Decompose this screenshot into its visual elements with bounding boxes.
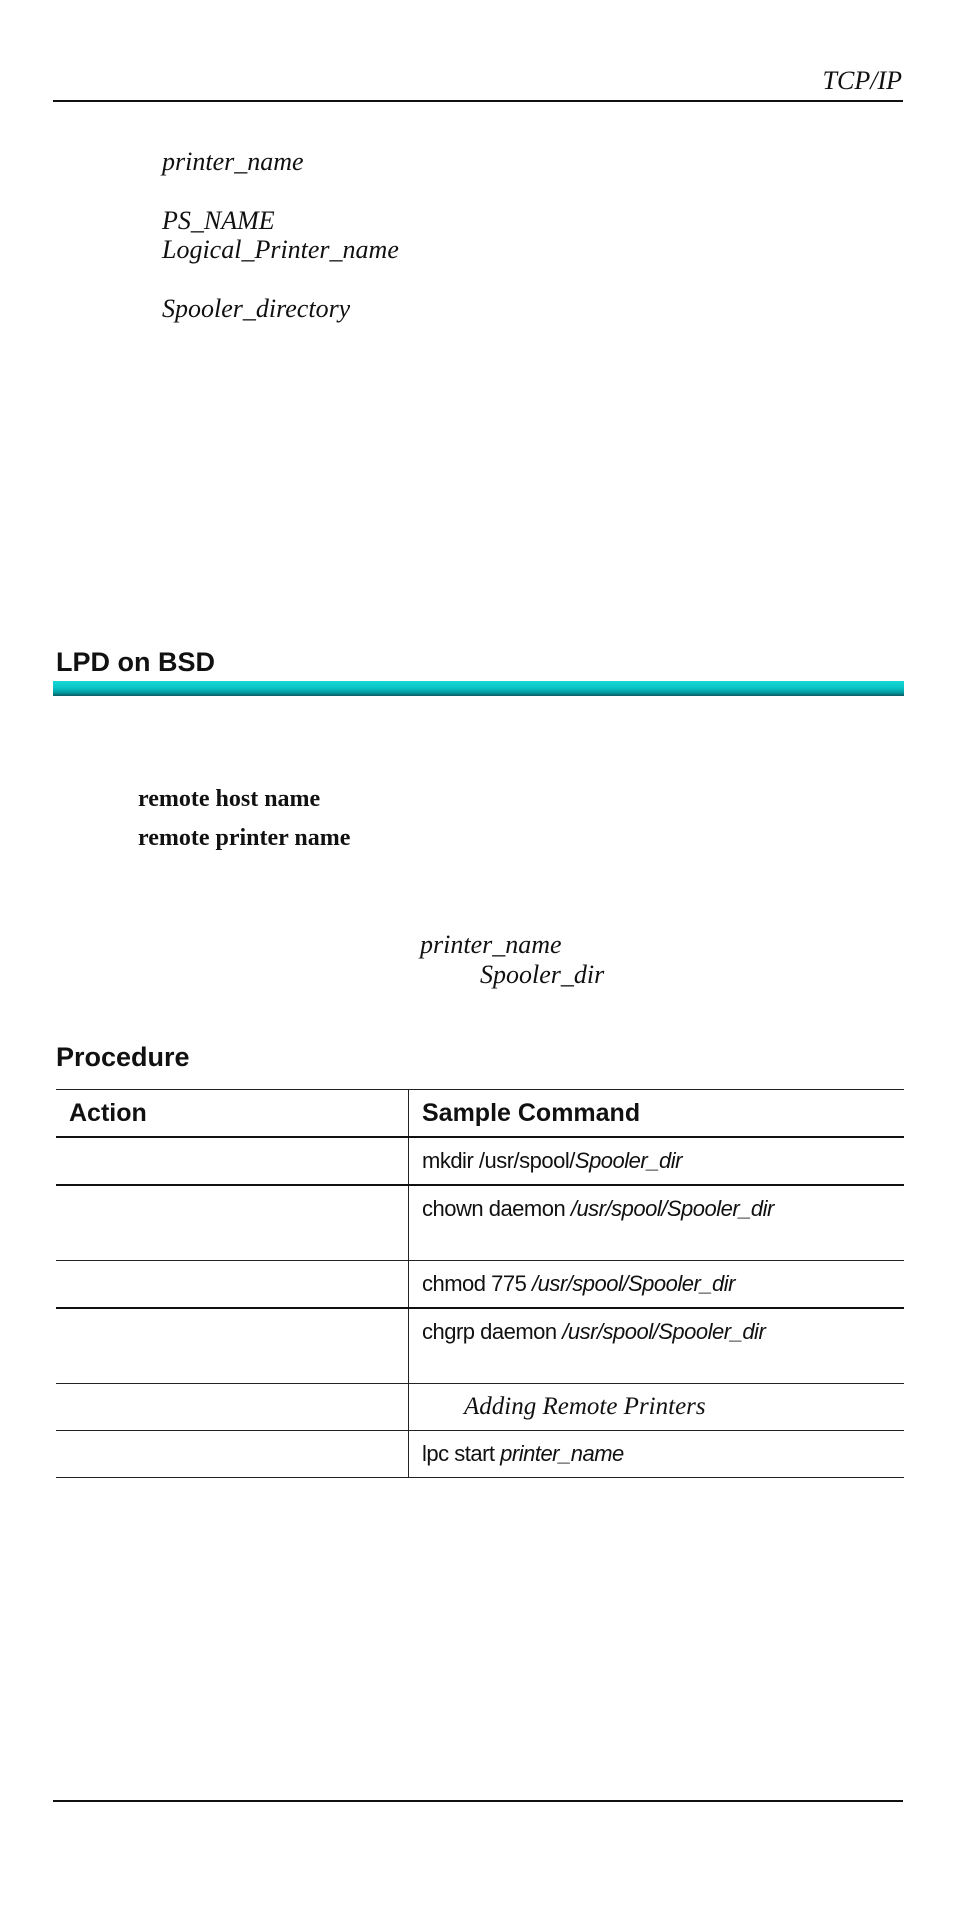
table-row <box>56 1431 904 1478</box>
section-spooler-dir: Spooler_dir <box>480 960 605 989</box>
command-text: chown daemon <box>422 1196 571 1221</box>
command-italic: /usr/spool/Spooler_dir <box>531 1271 735 1296</box>
procedure-table <box>56 1089 904 1478</box>
footer-rule <box>53 1800 903 1802</box>
action-cell <box>56 1431 409 1478</box>
column-header-action: Action <box>56 1090 409 1138</box>
action-cell <box>56 1261 409 1309</box>
action-cell <box>56 1308 409 1384</box>
action-cell <box>56 1137 409 1185</box>
table-row <box>56 1137 904 1185</box>
table-row <box>56 1308 904 1384</box>
column-header-sample-command: Sample Command <box>409 1090 905 1138</box>
command-caption: Adding Remote Printers <box>464 1393 706 1420</box>
command-text: lpc start <box>422 1441 501 1466</box>
command-italic: printer_name <box>500 1441 624 1466</box>
section-heading-bar <box>53 681 904 696</box>
command-cell <box>409 1261 905 1309</box>
remote-host-name-label: remote host name <box>138 786 321 812</box>
remote-printer-name-label: remote printer name <box>138 825 351 851</box>
command-cell <box>409 1431 905 1478</box>
param-spooler-directory: Spooler_directory <box>162 294 351 323</box>
command-text: chgrp daemon <box>422 1319 563 1344</box>
table-header-row <box>56 1090 904 1138</box>
procedure-heading: Procedure <box>56 1042 190 1072</box>
action-cell <box>56 1185 409 1261</box>
action-cell <box>56 1384 409 1431</box>
section-printer-name: printer_name <box>420 930 562 959</box>
page-header-title: TCP/IP <box>822 66 902 95</box>
command-cell <box>409 1308 905 1384</box>
command-italic: /usr/spool/Spooler_dir <box>570 1196 774 1221</box>
param-ps-name: PS_NAME <box>162 206 275 235</box>
command-text: mkdir /usr/spool/ <box>422 1148 575 1173</box>
table-row <box>56 1384 904 1431</box>
command-cell <box>409 1384 905 1431</box>
param-printer-name: printer_name <box>162 147 304 176</box>
header-rule <box>53 100 903 102</box>
table-row <box>56 1261 904 1309</box>
command-italic: Spooler_dir <box>574 1148 682 1173</box>
command-text: chmod 775 <box>422 1271 532 1296</box>
command-cell <box>409 1137 905 1185</box>
section-heading: LPD on BSD <box>56 647 215 677</box>
param-logical-printer-name: Logical_Printer_name <box>162 235 399 264</box>
table-row <box>56 1185 904 1261</box>
command-cell <box>409 1185 905 1261</box>
command-italic: /usr/spool/Spooler_dir <box>562 1319 766 1344</box>
